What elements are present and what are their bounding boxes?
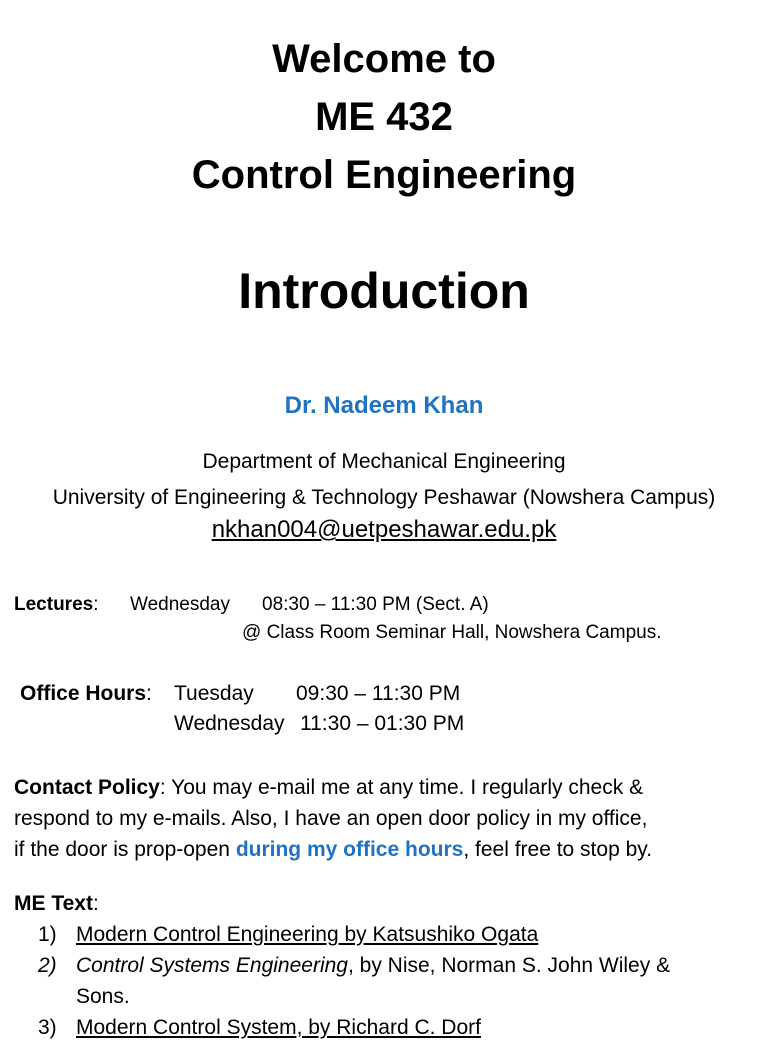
list-item-1 [0, 919, 670, 950]
contact-line-2: respond to my e-mails. Also, I have an open door policy in my office, [14, 807, 648, 830]
lectures-location: @ Class Room Seminar Hall, Nowshera Campus. [242, 622, 662, 643]
list-number-2: 2) [38, 954, 57, 977]
office-hours-row2-day: Wednesday [174, 712, 285, 735]
lectures-label: Lectures [14, 594, 94, 615]
office-hours-heading [20, 682, 152, 706]
author-name: Dr. Nadeem Khan [284, 392, 484, 419]
me-text-colon: : [92, 892, 99, 915]
lectures-row [14, 594, 98, 616]
list-item-2-cont: Sons. [76, 985, 130, 1008]
department: Department of Mechanical Engineering [202, 450, 566, 473]
contact-text-3b: , feel free to stop by. [463, 838, 653, 861]
subtitle: Introduction [238, 263, 530, 319]
university: University of Engineering & Technology Peshawar (Nowshera Campus) [52, 486, 716, 509]
book-detail-2: , by Nise, Norman S. John Wiley & [347, 954, 671, 977]
email-link[interactable]: nkhan004@uetpeshawar.edu.pk [211, 516, 557, 543]
title-line-2: ME 432 [315, 95, 453, 139]
office-hours-row1-day: Tuesday [174, 682, 254, 705]
contact-policy [14, 772, 652, 865]
me-text-label: ME Text [14, 892, 93, 915]
office-hours-row2-time: 11:30 – 01:30 PM [300, 712, 465, 735]
contact-label: Contact Policy [14, 776, 160, 799]
list-item-2 [0, 950, 670, 981]
title-line-3: Control Engineering [191, 153, 577, 197]
office-hours-label: Office Hours [20, 682, 147, 705]
title-line-1: Welcome to [272, 37, 496, 81]
lectures-colon: : [93, 594, 99, 615]
list-number-1: 1) [38, 923, 57, 946]
office-hours-colon: : [146, 682, 152, 705]
book-title-2: Control Systems Engineering [76, 954, 348, 977]
contact-text-3a: if the door is prop-open [14, 838, 236, 861]
lectures-time: 08:30 – 11:30 PM (Sect. A) [262, 594, 489, 615]
me-text-heading [14, 888, 670, 919]
office-hours-highlight: during my office hours [235, 838, 464, 861]
contact-text-1: : You may e-mail me at any time. I regularly check & [159, 776, 644, 799]
list-item-3 [0, 1012, 670, 1043]
book-title-1[interactable]: Modern Control Engineering by Katsushiko Ogata [76, 923, 539, 946]
list-number-3: 3) [38, 1016, 57, 1039]
book-title-3[interactable]: Modern Control System, by Richard C. Dorf [76, 1016, 481, 1039]
lectures-day: Wednesday [130, 594, 230, 615]
me-text-section [14, 888, 670, 1043]
contact-line-1 [14, 772, 652, 803]
office-hours-row1-time: 09:30 – 11:30 PM [296, 682, 461, 705]
contact-line-3 [14, 834, 652, 865]
